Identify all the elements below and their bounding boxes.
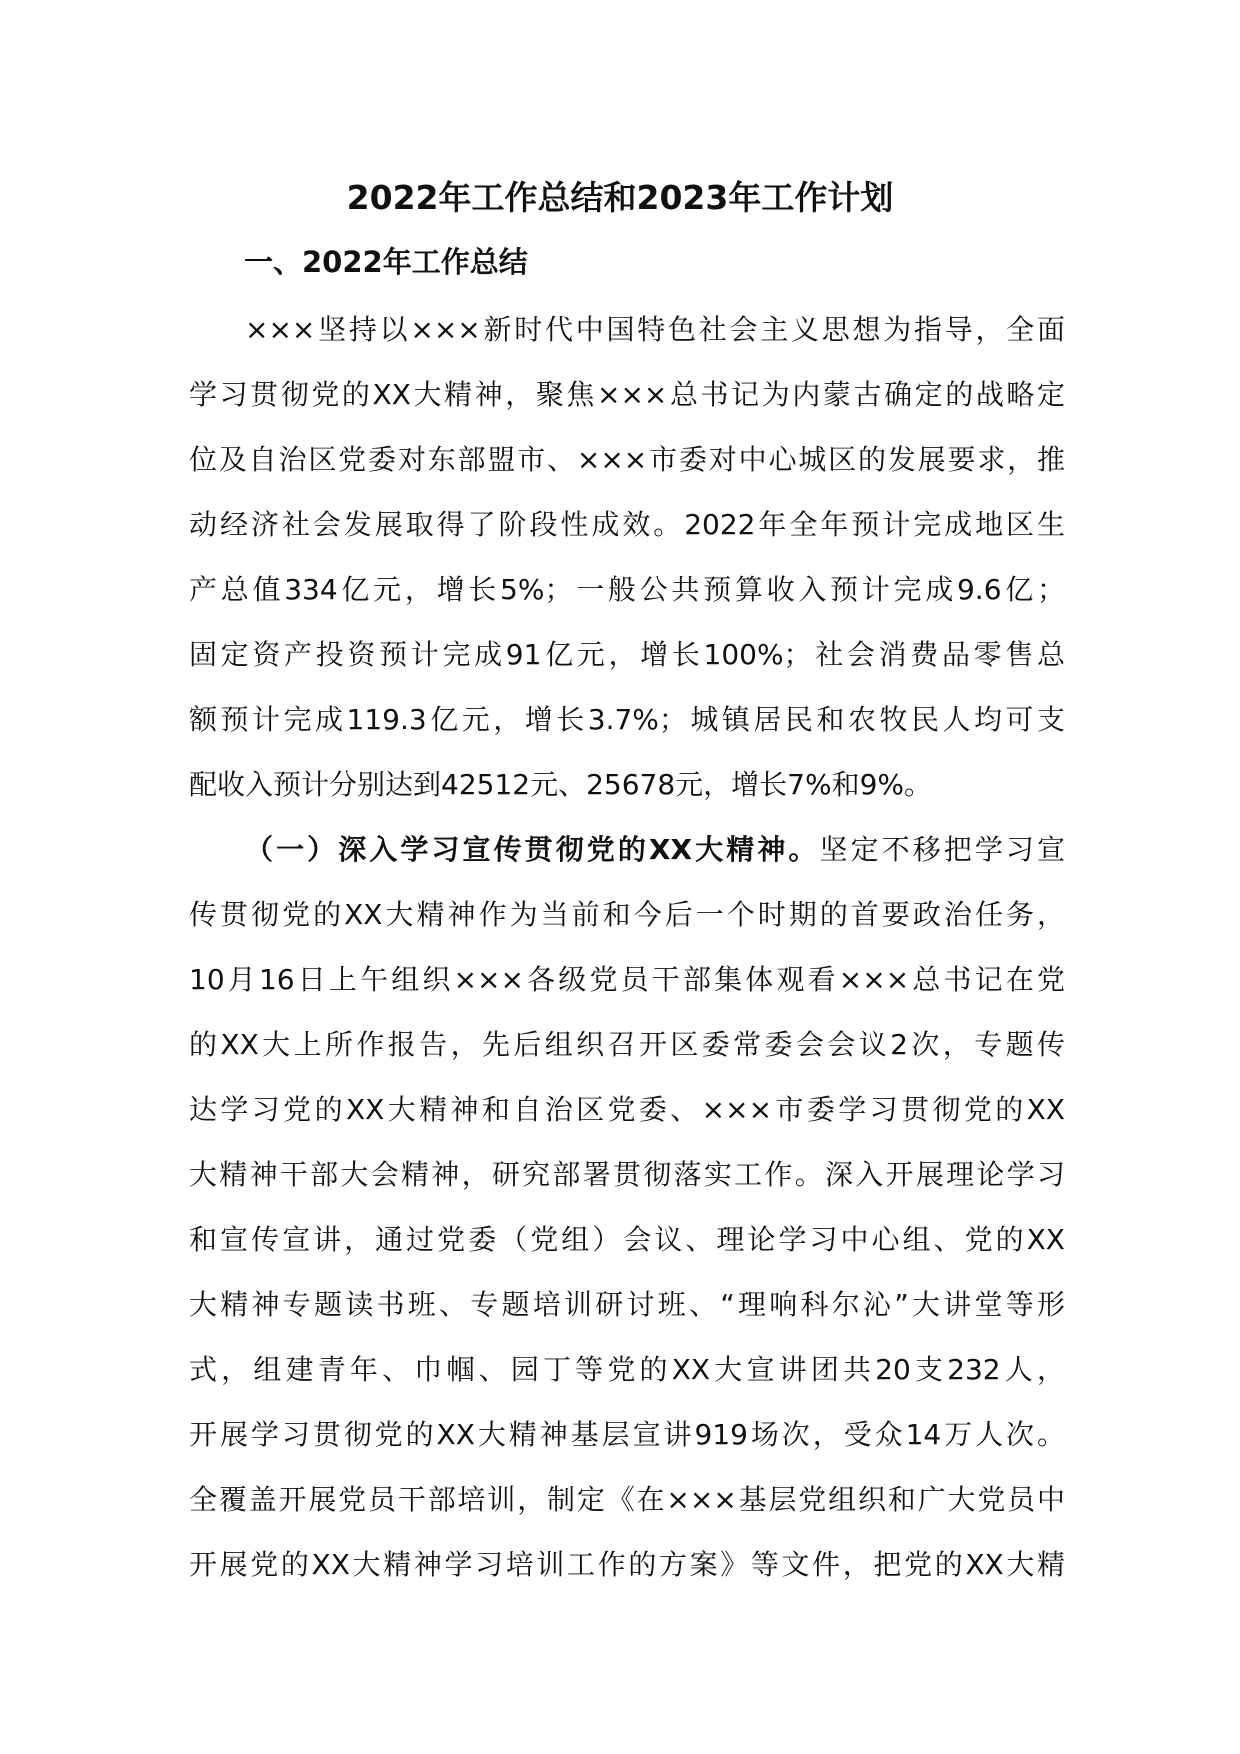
- paragraph-study-spirit: [189, 817, 1065, 1597]
- section-heading: 一、2022年工作总结: [244, 245, 528, 279]
- text-line: 产总值334亿元，增长5%；一般公共预算收入预计完成9.6亿；: [189, 573, 1065, 606]
- document-title: 2022年工作总结和2023年工作计划: [346, 178, 894, 217]
- text-line: 位及自治区党委对东部盟市、×××市委对中心城区的发展要求，推: [189, 443, 1065, 476]
- text-line: 达学习党的XX大精神和自治区党委、×××市委学习贯彻党的XX: [189, 1093, 1065, 1126]
- text-line: 学习贯彻党的XX大精神，聚焦×××总书记为内蒙古确定的战略定: [189, 378, 1065, 411]
- text-line: 式，组建青年、巾帼、园丁等党的XX大宣讲团共20支232人，: [189, 1353, 1065, 1386]
- text-line: [189, 817, 1065, 882]
- text-line: 10月16日上午组织×××各级党员干部集体观看×××总书记在党: [189, 963, 1065, 996]
- text-line: 额预计完成119.3亿元，增长3.7%；城镇居民和农牧民人均可支: [189, 703, 1065, 736]
- text-line: 的XX大上所作报告，先后组织召开区委常委会会议2次，专题传: [189, 1028, 1065, 1061]
- text-line: 开展学习贯彻党的XX大精神基层宣讲919场次，受众14万人次。: [189, 1418, 1065, 1451]
- text-line: ×××坚持以×××新时代中国特色社会主义思想为指导，全面: [245, 313, 1065, 346]
- subsection-heading: （一）深入学习宣传贯彻党的XX大精神。: [245, 833, 820, 866]
- text-line: 配收入预计分别达到42512元、25678元，增长7%和9%。: [189, 768, 932, 801]
- paragraph-summary: [189, 297, 1065, 817]
- text-line: 固定资产投资预计完成91亿元，增长100%；社会消费品零售总: [189, 638, 1065, 671]
- text-line: 传贯彻党的XX大精神作为当前和今后一个时期的首要政治任务，: [189, 898, 1065, 931]
- text-line: 全覆盖开展党员干部培训，制定《在×××基层党组织和广大党员中: [189, 1483, 1065, 1516]
- text-line: 大精神干部大会精神，研究部署贯彻落实工作。深入开展理论学习: [189, 1158, 1065, 1191]
- text-line: 和宣传宣讲，通过党委（党组）会议、理论学习中心组、党的XX: [189, 1223, 1065, 1256]
- text-span: 坚定不移把学习宣: [819, 833, 1065, 866]
- text-line: 开展党的XX大精神学习培训工作的方案》等文件，把党的XX大精: [189, 1548, 1065, 1581]
- text-line: 动经济社会发展取得了阶段性成效。2022年全年预计完成地区生: [189, 508, 1065, 541]
- document-body: [189, 297, 1065, 1597]
- text-line: 大精神专题读书班、专题培训研讨班、“理响科尔沁”大讲堂等形: [189, 1288, 1065, 1321]
